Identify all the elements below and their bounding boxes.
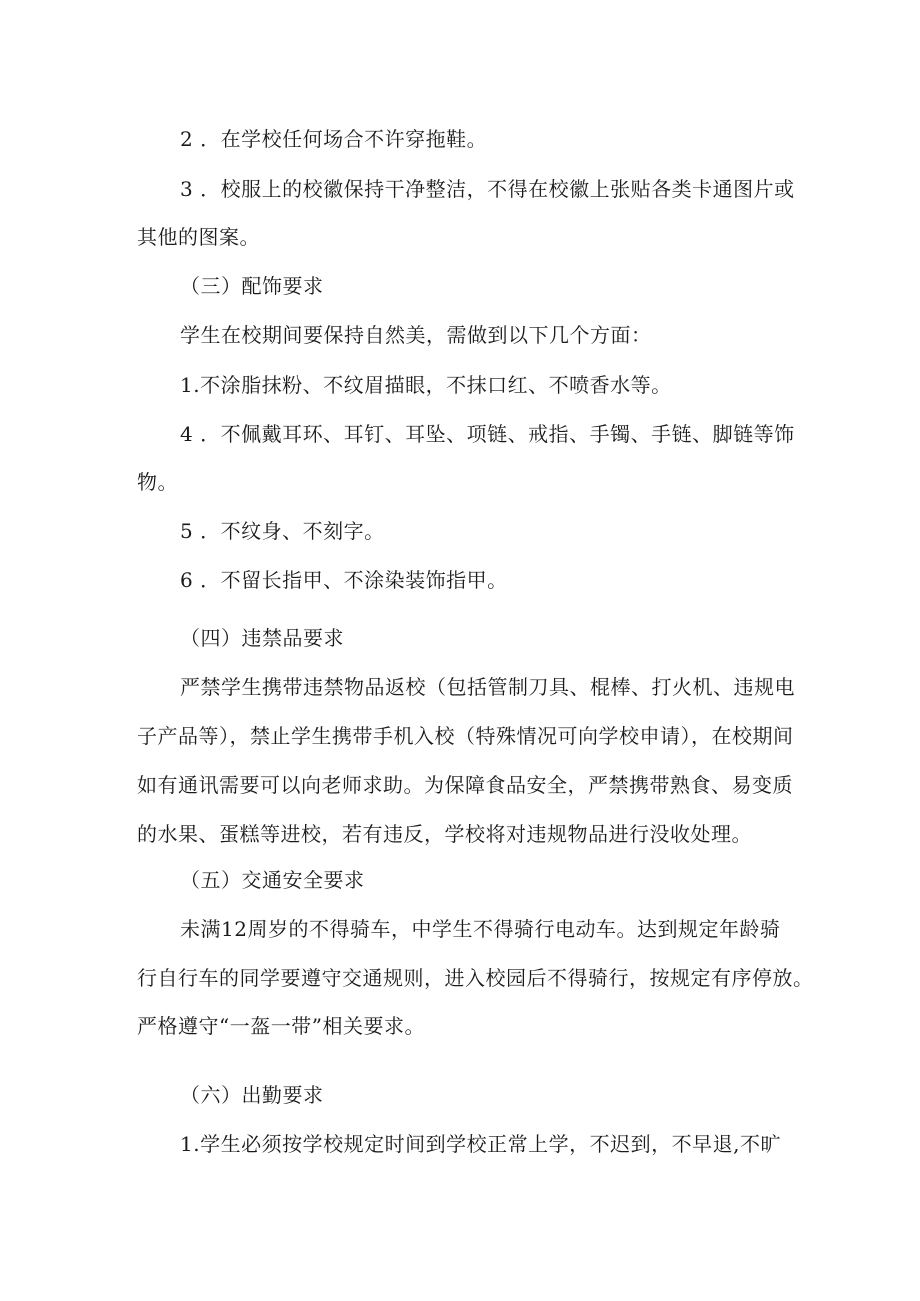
section-heading: （四）违禁品要求 <box>180 626 344 650</box>
paragraph-line: 1.学生必须按学校规定时间到学校正常上学，不迟到，不早退,不旷 <box>180 1132 781 1156</box>
paragraph-line: 其他的图案。 <box>137 225 260 249</box>
paragraph-line: 如有通讯需要可以向老师求助。为保障食品安全，严禁携带熟食、易变质 <box>137 773 793 797</box>
paragraph-line: 4 ．不佩戴耳环、耳钉、耳坠、项链、戒指、手镯、手链、脚链等饰 <box>180 422 795 446</box>
paragraph-line: 严禁学生携带违禁物品返校（包括管制刀具、棍棒、打火机、违规电 <box>180 675 795 699</box>
paragraph-line: 学生在校期间要保持自然美，需做到以下几个方面： <box>180 323 652 347</box>
paragraph-line: 物。 <box>137 470 178 494</box>
paragraph-line: 行自行车的同学要遵守交通规则，进入校园后不得骑行，按规定有序停放。 <box>137 966 814 990</box>
paragraph-line: 3 ．校服上的校徽保持干净整洁，不得在校徽上张贴各类卡通图片或 <box>180 177 795 201</box>
section-heading: （三）配饰要求 <box>180 274 324 298</box>
paragraph-line: 未满12周岁的不得骑车，中学生不得骑行电动车。达到规定年龄骑 <box>180 917 781 941</box>
paragraph-line: 5 ．不纹身、不刻字。 <box>180 519 385 543</box>
paragraph-line: 严格遵守“一盔一带”相关要求。 <box>137 1014 425 1038</box>
paragraph-line: 6 ．不留长指甲、不涂染装饰指甲。 <box>180 568 508 592</box>
section-heading: （五）交通安全要求 <box>180 868 365 892</box>
section-heading: （六）出勤要求 <box>180 1083 324 1107</box>
paragraph-line: 2 ．在学校任何场合不许穿拖鞋。 <box>180 127 488 151</box>
paragraph-line: 的水果、蛋糕等进校，若有违反，学校将对违规物品进行没收处理。 <box>137 822 752 846</box>
paragraph-line: 子产品等），禁止学生携带手机入校（特殊情况可向学校申请），在校期间 <box>137 724 794 748</box>
paragraph-line: 1.不涂脂抹粉、不纹眉描眼，不抹口红、不喷香水等。 <box>180 373 672 397</box>
